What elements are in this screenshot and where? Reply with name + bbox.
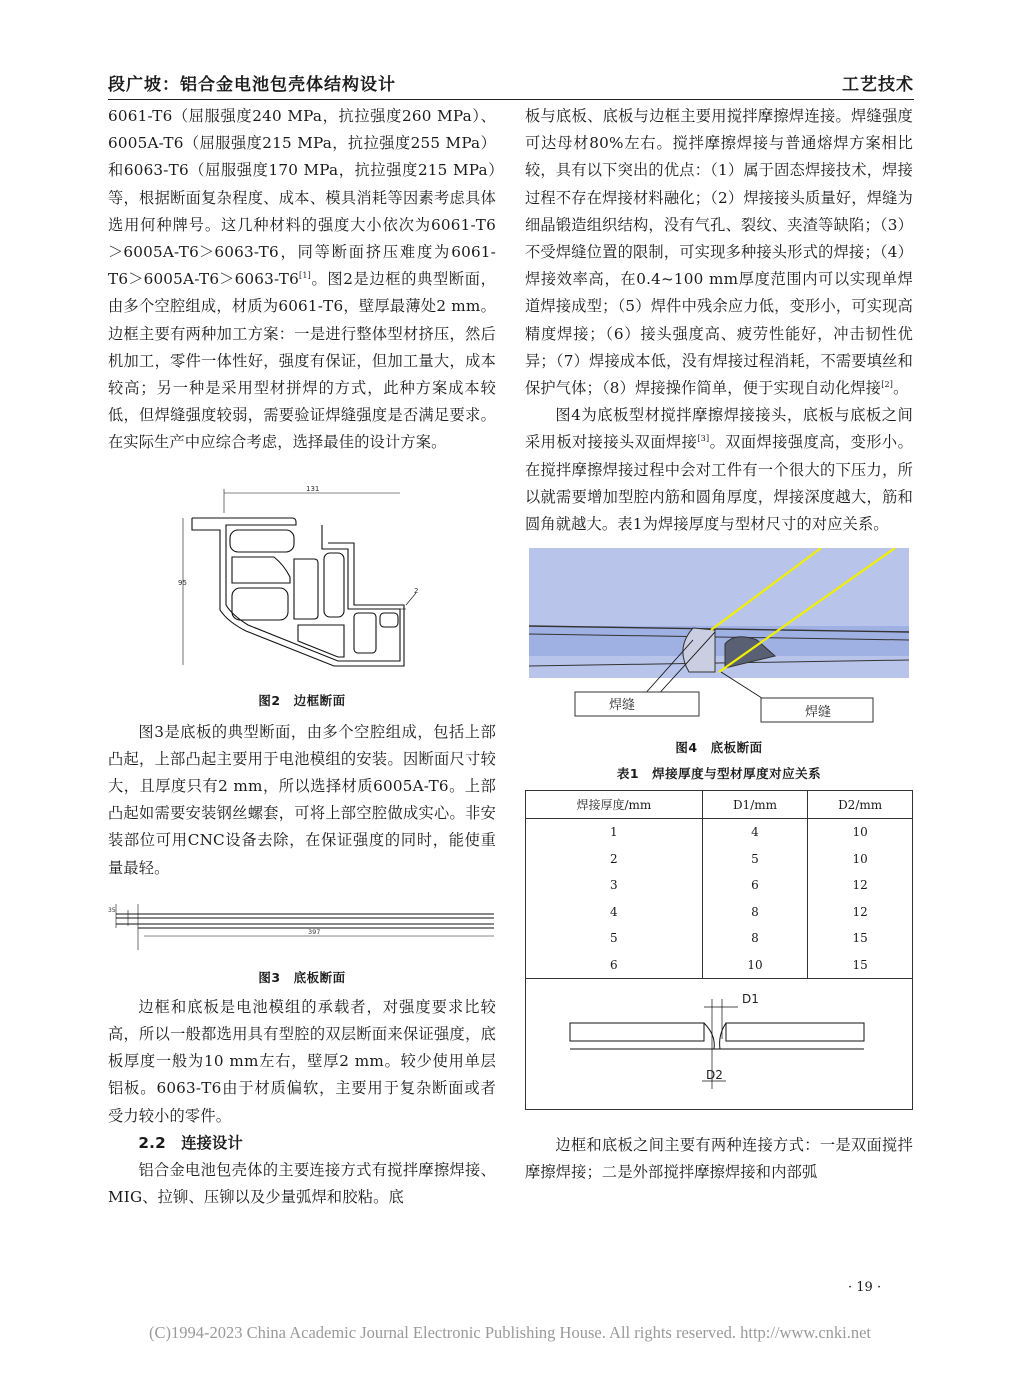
table-row bbox=[526, 818, 912, 845]
table-cell: 1 bbox=[526, 818, 702, 845]
table-cell: 5 bbox=[702, 845, 807, 872]
table-cell: 3 bbox=[526, 872, 702, 899]
table-cell: 6 bbox=[526, 951, 702, 978]
table-cell: 4 bbox=[526, 898, 702, 925]
table-1-grid bbox=[526, 791, 912, 978]
table-cell: 12 bbox=[852, 904, 868, 919]
paragraph-fsw-advantages: 板与底板、底板与边框主要用搅拌摩擦焊连接。焊缝强度可达母材80%左右。搅拌摩擦焊接与普通熔焊方案相比较，具有以下突出的优点：（1）属于固态焊接技术，焊接过程不存在焊接材料融化；（2）焊接接头质量好，焊缝为细晶锻造组织结构，没有气孔、裂纹、夹渣等缺陷；（3）不受焊缝位置的限制，可实现多种接头形式的焊接；（4）焊接效率高，在0.4~100 mm厚度范围内可以实现单焊道焊接成型；（5）焊件中残余应力低，变形小，可实现高精度焊接；（6）接头强度高、疲劳性能好，冲击韧性优异；（7）焊接成本低，没有焊接过程消耗，不需要填丝和保护气体；（8）焊接操作简单，便于实现自动化焊接[2]。 bbox=[525, 107, 913, 398]
table-cell: 8 bbox=[702, 925, 807, 952]
paragraph-materials: 6061-T6（屈服强度240 MPa，抗拉强度260 MPa）、6005A-T6（屈服强度215 MPa，抗拉强度255 MPa）和6063-T6（屈服强度170 MPa，抗拉强度215 MPa）等，根据断面复杂程度、成本、模具消耗等因素考虑具体选用何种牌号。这几种材料的强度大小依次为6061-T6＞6005A-T6＞6063-T6，同等断面挤压难度为6061-T6＞6005A-T6＞6063-T6[1]。图2是边框的典型断面，由多个空腔组成，材质为6061-T6，壁厚最薄处2 mm。边框主要有两种加工方案：一是进行整体型材挤压，然后机加工，零件一体性好，强度有保证，但加工量大，成本较高；另一种是采用型材拼焊的方式，此种方案成本较低，但焊缝强度较弱，需要验证焊缝强度是否满足要求。在实际生产中应综合考虑，选择最佳的设计方案。 bbox=[108, 107, 496, 452]
joint-dimension-drawing bbox=[526, 979, 912, 1109]
table-1-caption: 表1 焊接厚度与型材厚度对应关系 bbox=[616, 766, 822, 782]
d2-label: D2 bbox=[706, 1067, 723, 1082]
figure-4-caption: 图4 底板断面 bbox=[675, 740, 763, 756]
paragraph-load-bearing: 边框和底板是电池模组的承载者，对强度要求比较高，所以一般都选用具有型腔的双层断面来保证强度，底板厚度一般为10 mm左右，壁厚2 mm。较少使用单层铝板。6063-T6由于材质偏软，主要用于复杂断面或者受力较小的零件。 bbox=[108, 997, 496, 1125]
table-cell: 5 bbox=[526, 925, 702, 952]
copyright-footer: (C)1994-2023 China Academic Journal Electronic Publishing House. All rights reserved. http://www.cnki.net bbox=[148, 1323, 872, 1342]
table-header-cell: D1/mm bbox=[702, 791, 807, 818]
paragraph-connection-methods: 铝合金电池包壳体的主要连接方式有搅拌摩擦焊接、MIG、拉铆、压铆以及少量弧焊和胶粘。底 bbox=[108, 1161, 496, 1207]
table-cell: 2 bbox=[526, 845, 702, 872]
running-header bbox=[108, 64, 914, 100]
plate-section-drawing bbox=[108, 900, 496, 956]
paragraph-fig4-intro: 图4为底板型材搅拌摩擦焊接接头，底板与底板之间采用板对接接头双面焊接[3]。双面焊接强度高，变形小。在搅拌摩擦焊接过程中会对工件有一个很大的下压力，所以就需要增加型腔内筋和圆角厚度，焊接深度越大，筋和圆角就越大。表1为焊接厚度与型材尺寸的对应关系。 bbox=[525, 406, 913, 534]
table-cell: 6 bbox=[702, 872, 807, 899]
weld-label-left: 焊缝 bbox=[609, 698, 636, 714]
table-header-row bbox=[526, 791, 912, 818]
figure-3-plate-section bbox=[108, 900, 496, 956]
table-cell: 10 bbox=[852, 825, 868, 839]
left-column bbox=[108, 103, 496, 1211]
weld-joint-render bbox=[525, 548, 913, 724]
table-cell: 15 bbox=[852, 931, 868, 945]
fig2-dim-top: 131 bbox=[306, 484, 320, 493]
table-row bbox=[526, 951, 912, 978]
weld-label-right: 焊缝 bbox=[805, 705, 832, 721]
citation-ref: [1] bbox=[299, 271, 311, 281]
figure-2-caption: 图2 边框断面 bbox=[258, 692, 346, 708]
figure-2-frame-section bbox=[108, 485, 496, 673]
table-cell: 4 bbox=[702, 818, 807, 845]
table-cell: 8 bbox=[702, 898, 807, 925]
table-row bbox=[526, 845, 912, 872]
section-heading-2-2: 2.2 连接设计 bbox=[138, 1133, 243, 1152]
table-cell: 10 bbox=[852, 851, 868, 866]
table-row bbox=[526, 898, 912, 925]
frame-section-drawing bbox=[108, 485, 496, 673]
table-row bbox=[526, 925, 912, 952]
table-row bbox=[526, 872, 912, 899]
citation-ref: [2] bbox=[881, 380, 894, 390]
fig2-dim-left: 95 bbox=[178, 578, 187, 587]
d1-label: D1 bbox=[742, 991, 759, 1006]
table-cell: 10 bbox=[702, 951, 807, 978]
header-section: 工艺技术 bbox=[842, 75, 914, 95]
page-number: · 19 · bbox=[848, 1280, 882, 1295]
right-column bbox=[525, 103, 913, 1186]
citation-ref: [3] bbox=[697, 434, 710, 444]
fig3-left-label: 35 bbox=[108, 906, 116, 914]
header-author-title: 段广坡：铝合金电池包壳体结构设计 bbox=[108, 75, 396, 95]
table-cell: 15 bbox=[852, 957, 868, 972]
paragraph-frame-plate-joins: 边框和底板之间主要有两种连接方式：一是双面搅拌摩擦焊接；二是外部搅拌摩擦焊接和内部弧 bbox=[525, 1135, 913, 1181]
table-1-diagram bbox=[526, 978, 912, 1109]
fig2-dim-right: 2 bbox=[414, 586, 419, 595]
table-1 bbox=[525, 790, 913, 1110]
table-header-cell: D2/mm bbox=[808, 791, 912, 818]
table-header-cell: 焊接厚度/mm bbox=[526, 791, 702, 818]
fig3-dim-label: 397 bbox=[308, 927, 321, 936]
paragraph-bottom-plate: 图3是底板的典型断面，由多个空腔组成，包括上部凸起，上部凸起主要用于电池模组的安装。因断面尺寸较大，且厚度只有2 mm，所以选择材质6005A-T6。上部凸起如需要安装钢丝螺套，可将上部空腔做成实心。非安装部位可用CNC设备去除，在保证强度的同时，能使重量最轻。 bbox=[108, 722, 496, 877]
table-cell: 12 bbox=[852, 878, 868, 892]
header-rule bbox=[108, 99, 914, 100]
figure-4-weld-joint bbox=[525, 548, 913, 724]
figure-3-caption: 图3 底板断面 bbox=[258, 969, 346, 985]
